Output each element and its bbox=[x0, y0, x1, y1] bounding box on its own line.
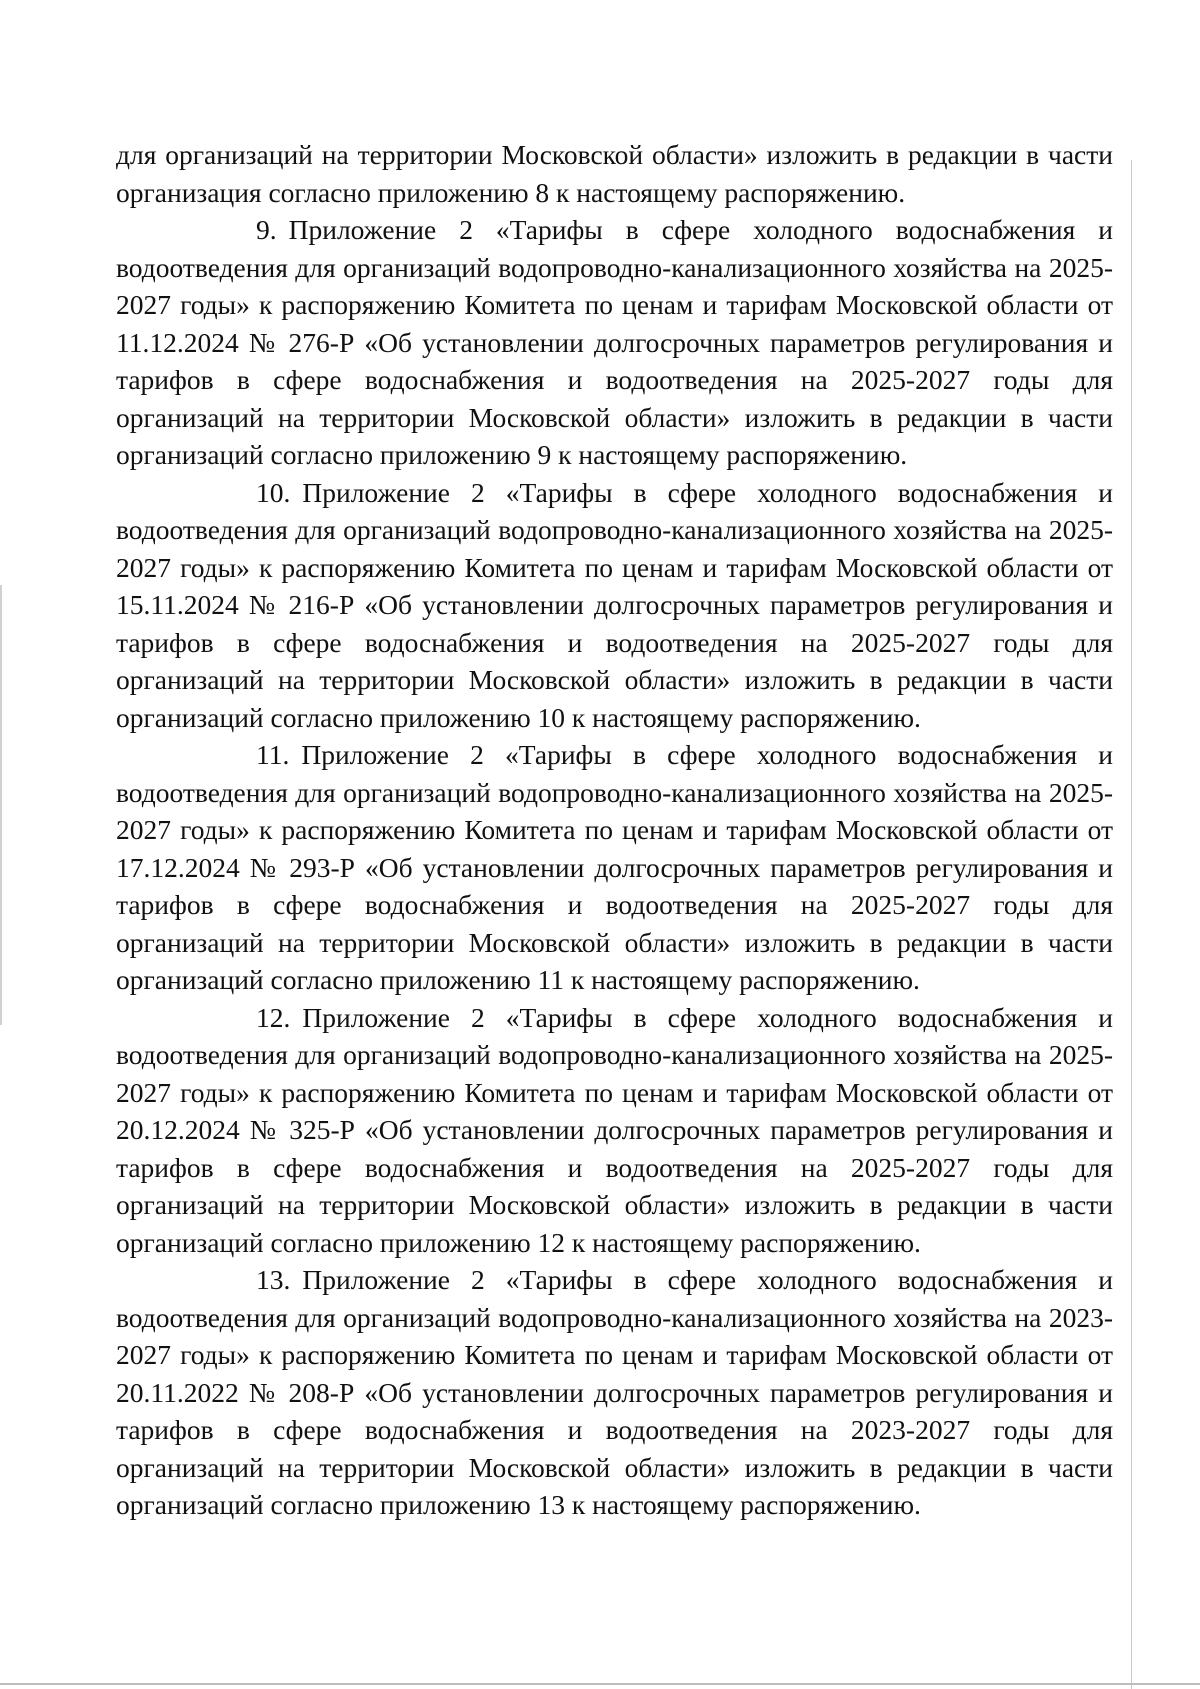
document-body bbox=[116, 136, 1113, 1524]
list-item-12 bbox=[116, 999, 1113, 1262]
item-number: 10. bbox=[256, 476, 291, 508]
scan-artifact-left-edge bbox=[0, 585, 2, 1025]
scan-artifact-right-fold bbox=[1131, 160, 1132, 1689]
item-number: 9. bbox=[256, 214, 277, 245]
item-text: Приложение 2 «Тарифы в сфере холодного водоснабжения и водоотведения для организаций водопроводно-канализационного хозяйства на 2025-2027 годы» к распоряжению Комитета по ценам и тарифам Московской области от 11.12.2024 № 276-Р «Об установлении долгосрочных параметров регулирования и тарифов в сфере водоснабжения и водоотведения на 2025-2027 годы для организаций на территории Московской области» изложить в редакции в части организаций согласно приложению 9 к настоящему распоряжению. bbox=[116, 214, 1113, 470]
item-number: 11. bbox=[256, 739, 290, 770]
item-text: Приложение 2 «Тарифы в сфере холодного водоснабжения и водоотведения для организаций водопроводно-канализационного хозяйства на 2025-2027 годы» к распоряжению Комитета по ценам и тарифам Московской области от 20.12.2024 № 325-Р «Об установлении долгосрочных параметров регулирования и тарифов в сфере водоснабжения и водоотведения на 2025-2027 годы для организаций на территории Московской области» изложить в редакции в части организаций согласно приложению 12 к настоящему распоряжению. bbox=[116, 1001, 1113, 1258]
item-text: Приложение 2 «Тарифы в сфере холодного водоснабжения и водоотведения для организаций водопроводно-канализационного хозяйства на 2025-2027 годы» к распоряжению Комитета по ценам и тарифам Московской области от 15.11.2024 № 216-Р «Об установлении долгосрочных параметров регулирования и тарифов в сфере водоснабжения и водоотведения на 2025-2027 годы для организаций на территории Московской области» изложить в редакции в части организаций согласно приложению 10 к настоящему распоряжению. bbox=[116, 476, 1113, 733]
list-item-9 bbox=[116, 211, 1113, 474]
scan-artifact-bottom-edge bbox=[0, 1683, 1200, 1685]
item-text: Приложение 2 «Тарифы в сфере холодного водоснабжения и водоотведения для организаций водопроводно-канализационного хозяйства на 2023-2027 годы» к распоряжению Комитета по ценам и тарифам Московской области от 20.11.2022 № 208-Р «Об установлении долгосрочных параметров регулирования и тарифов в сфере водоснабжения и водоотведения на 2023-2027 годы для организаций на территории Московской области» изложить в редакции в части организаций согласно приложению 13 к настоящему распоряжению. bbox=[116, 1264, 1113, 1520]
item-number: 13. bbox=[256, 1264, 291, 1295]
item-number: 12. bbox=[256, 1001, 291, 1033]
item-text: Приложение 2 «Тарифы в сфере холодного водоснабжения и водоотведения для организаций водопроводно-канализационного хозяйства на 2025-2027 годы» к распоряжению Комитета по ценам и тарифам Московской области от 17.12.2024 № 293-Р «Об установлении долгосрочных параметров регулирования и тарифов в сфере водоснабжения и водоотведения на 2025-2027 годы для организаций на территории Московской области» изложить в редакции в части организаций согласно приложению 11 к настоящему распоряжению. bbox=[116, 739, 1113, 995]
list-item-13 bbox=[116, 1261, 1113, 1524]
list-item-11 bbox=[116, 736, 1113, 999]
continuation-paragraph: для организаций на территории Московской области» изложить в редакции в части организация согласно приложению 8 к настоящему распоряжению. bbox=[116, 139, 1113, 208]
list-item-10 bbox=[116, 474, 1113, 737]
